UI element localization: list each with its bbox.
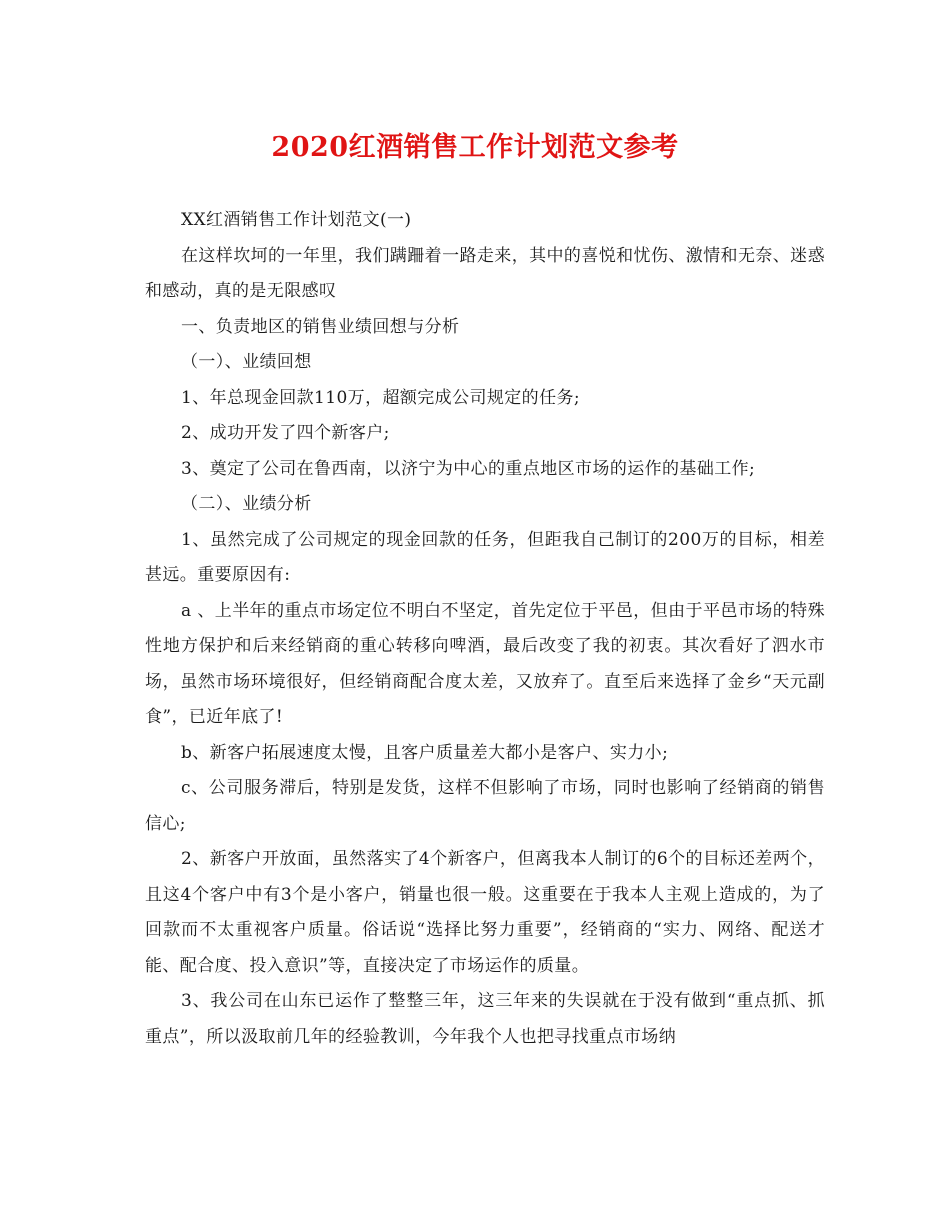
subsection-heading: （二）、业绩分析	[181, 494, 312, 514]
list-item: 2、成功开发了四个新客户;	[181, 423, 390, 443]
list-item: a 、上半年的重点市场定位不明白不坚定，首先定位于平邑，但由于平邑市场的特殊性地方保护和后来经销商的重心转移向啤酒，最后改变了我的初衷。其次看好了泗水市场，虽然市场环境很好，但经销商配合度太差，又放弃了。直至后来选择了金乡“天元副食”，已近年底了!	[145, 600, 825, 727]
list-item: 1、虽然完成了公司规定的现金回款的任务，但距我自己制订的200万的目标，相差甚远。重要原因有:	[145, 529, 825, 585]
list-item: 2、新客户开放面，虽然落实了4个新客户，但离我本人制订的6个的目标还差两个，且这4个客户中有3个是小客户，销量也很一般。这重要在于我本人主观上造成的，为了回款而不太重视客户质量。俗话说“选择比努力重要”，经销商的“实力、网络、配送才能、配合度、投入意识”等，直接决定了市场运作的质量。	[145, 849, 825, 976]
document-title: 2020红酒销售工作计划范文参考	[271, 132, 679, 163]
list-item: b、新客户拓展速度太慢，且客户质量差大都小是客户、实力小;	[181, 742, 669, 763]
list-item: c、公司服务滞后，特别是发货，这样不但影响了市场，同时也影响了经销商的销售信心;	[145, 778, 825, 834]
document-body	[145, 203, 825, 1055]
list-item: 3、奠定了公司在鲁西南，以济宁为中心的重点地区市场的运作的基础工作;	[181, 458, 756, 479]
intro-paragraph: 在这样坎坷的一年里，我们蹒跚着一路走来，其中的喜悦和忧伤、激情和无奈、迷惑和感动，真的是无限感叹	[145, 245, 825, 301]
subsection-heading: （一）、业绩回想	[181, 352, 312, 372]
section-heading: 一、负责地区的销售业绩回想与分析	[181, 316, 460, 337]
list-item: 1、年总现金回款110万，超额完成公司规定的任务;	[181, 387, 580, 408]
section-heading: XX红酒销售工作计划范文(一)	[181, 210, 412, 230]
list-item: 3、我公司在山东已运作了整整三年，这三年来的失误就在于没有做到“重点抓、抓重点”，所以汲取前几年的经验教训，今年我个人也把寻找重点市场纳	[145, 991, 825, 1047]
